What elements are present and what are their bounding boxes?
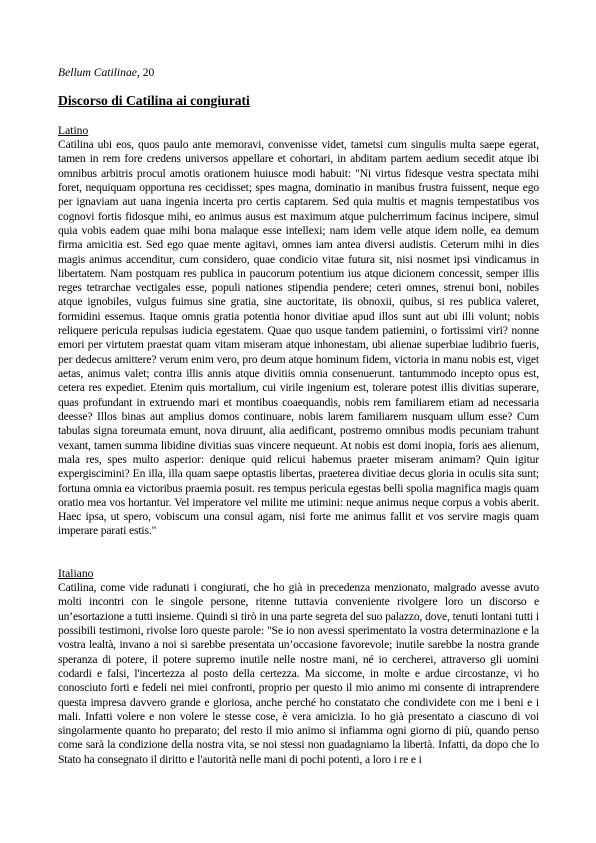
- latin-label: Latino: [58, 124, 89, 137]
- chapter-number: 20: [142, 66, 155, 79]
- latin-text: Catilina ubi eos, quos paulo ante memoravi, convenisse videt, tametsi cum singulis multa saepe egerat, tamen in rem fore credens universos appellare et cohortari, in abditam partem aedium secedit atque ibi omnibus arbitris procul amotis orationem huiusce modi habuit: "Ni virtus fidesque vestra spectata mihi foret, nequiquam opportuna res cecidisset; spes magna, dominatio in manibus frustra fuissent, neque ego per ignaviam aut uana ingenia incerta pro certis captarem. Sed quia multis et magnis tempestatibus vos cognovi fortis fidosque mihi, eo animus ausus est maximum atque pulcherrimum facinus incipere, simul quia vobis eadem quae mihi bona malaque esse intellexi; nam idem velle atque idem nolle, ea demum firma amicitia est. Sed ego quae mente agitavi, omnes iam antea diversi audistis. Ceterum mihi in dies magis animus accenditur, cum considero, quae condicio vitae futura sit, nisi nosmet ipsi vindicamus in libertatem. Nam postquam res publica in paucorum potentium ius atque dicionem concessit, semper illis reges tetrarchae vectigales esse, populi nationes stipendia pendere; ceteri omnes, strenui boni, nobiles atque ignobiles, vulgus fuimus sine gratia, sine auctoritate, iis obnoxii, quibus, si res publica valeret, formidini essemus. Itaque omnis gratia potentia honor divitiae apud illos sunt aut ubi illi volunt; nobis reliquere pericula repulsas iudicia egestatem. Quae quo usque tandem patiemini, o fortissimi viri? nonne emori per virtutem praestat quam vitam miseram atque inhonestam, ubi alienae superbiae ludibrio fueris, per dedecus amittere? verum enim vero, pro deum atque hominum fidem, victoria in manu nobis est, viget aetas, animus valet; contra illis annis atque divitiis omnia consenuerunt. tantummodo incepto opus est, cetera res expediet. Etenim quis mortalium, cui virile ingenium est, tolerare potest illis divitias superare, quas profundant in extruendo mari et montibus coaequandis, nobis rem familiarem etiam ad necessaria deesse? Illos binas aut amplius domos continuare, nobis larem familiarem nusquam ullum esse? Cum tabulas signa toreumata emunt, nova diruunt, alia aedificant, postremo omnibus modis pecuniam trahunt vexant, tamen summa libidine divitias suas vincere nequeunt. At nobis est domi inopia, foris aes alienum, mala res, spes multo asperior: denique quid relicui habemus praeter miseram animam? Quin igitur expergiscimini? En illa, illa quam saepe optastis libertas, praeterea divitiae decus gloria in oculis sita sunt; fortuna omnia ea victoribus praemia posuit. res tempus pericula egestas belli spolia magnifica magis quam oratio mea vos hortantur. Vel imperatore vel milite me utimini: neque animus neque corpus a vobis aberit. Haec ipsa, ut spero, vobiscum una consul agam, nisi forte me animus fallit et vos servire magis quam imperare parati estis.": [58, 138, 539, 538]
- italian-text: Catilina, come vide radunati i congiurati, che ho già in precedenza menzionato, malgrado avesse avuto molti incontri con le singole persone, ritenne tuttavia conveniente rivolgere loro un discorso e un’esortazione a tutti insieme. Quindi si tirò in una parte segreta del suo palazzo, dove, tenuti lontani tutti i possibili testimoni, rivolse loro queste parole: "Se io non avessi sperimentato la vostra determinazione e la vostra lealtà, invano a noi si sarebbe presentata un’occasione favorevole; inutile sarebbe la nostra grande speranza di potere, il potere supremo inutile nelle nostre mani, né io cercherei, attraverso gli uomini codardi e falsi, l'incertezza al posto della certezza. Ma siccome, in molte e ardue circostanze, vi ho conosciuto forti e fedeli nei miei confronti, proprio per questo il mio animo mi consente di intraprendere questa impresa davvero grande e gloriosa, anche perché ho constatato che condividete con me i beni e i mali. Infatti volere e non volere le stesse cose, è vera amicizia. Io ho già presentato a ciascuno di voi singolarmente quanto ho preparato; del resto il mio animo si infiamma ogni giorno di più, quando penso come sarà la condizione della nostra vita, se noi stessi non guadagniamo la libertà. Infatti, da dopo che lo Stato ha consegnato il diritto e l'autorità nelle mani di pochi potenti, a loro i re e i: [58, 581, 539, 766]
- source-reference: [58, 66, 154, 80]
- latin-section: [58, 124, 539, 539]
- italian-label: Italiano: [58, 567, 94, 580]
- italian-section: [58, 567, 539, 767]
- page-title: Discorso di Catilina ai congiurati: [58, 93, 250, 108]
- work-title: Bellum Catilinae,: [58, 66, 140, 79]
